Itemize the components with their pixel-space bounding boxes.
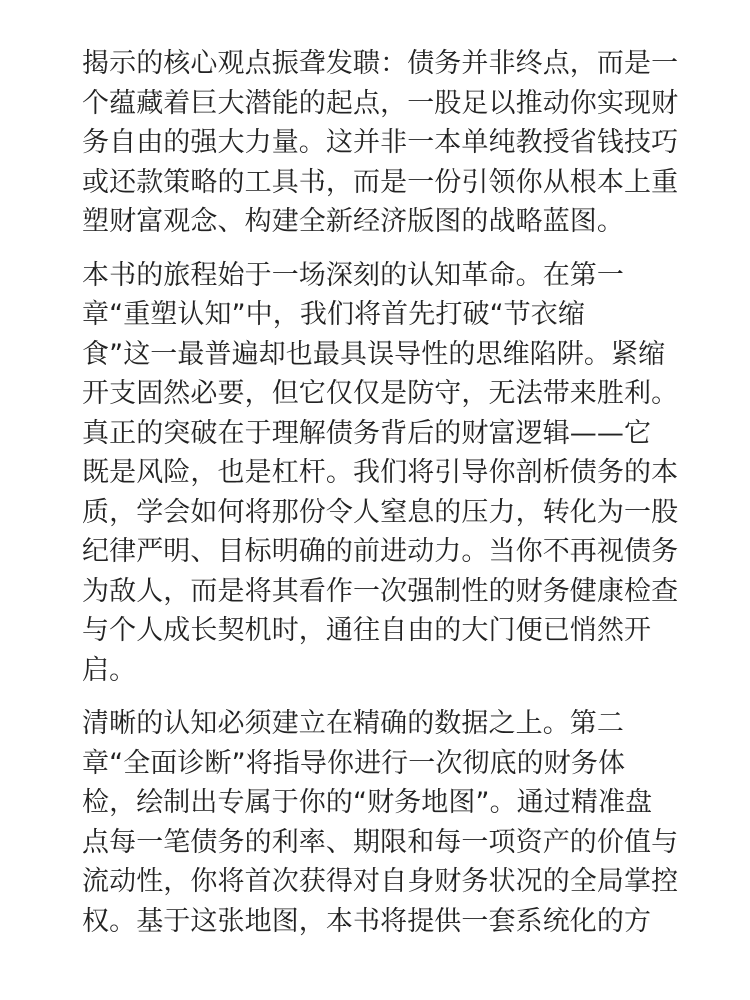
text-line: 点每一笔债务的利率、期限和每一项资产的价值与 (82, 826, 679, 858)
text-line: 纪律严明、目标明确的前进动力。当你不再视债务 (82, 536, 679, 567)
text-line: 章“全面诊断”将指导你进行一次彻底的财务体 (82, 747, 626, 779)
paragraph-chapter-two (82, 704, 682, 941)
text-line: 塑财富观念、构建全新经济版图的战略蓝图。 (82, 206, 624, 237)
text-line: 清晰的认知必须建立在精确的数据之上。第二 (82, 708, 624, 739)
text-line: 为敌人，而是将其看作一次强制性的财务健康检查 (82, 575, 679, 607)
text-line: 章“重塑认知”中，我们将首先打破“节衣缩 (82, 299, 585, 330)
text-line: 启。 (82, 654, 137, 686)
text-line: 流动性，你将首次获得对自身财务状况的全局掌控 (82, 866, 679, 897)
text-line: 开支固然必要，但它仅仅是防守，无法带来胜利。 (82, 378, 679, 409)
text-line: 与个人成长契机时，通往自由的大门便已悄然开 (82, 615, 652, 646)
paragraph-chapter-one (82, 256, 682, 691)
text-line: 揭示的核心观点振聋发聩：债务并非终点，而是一 (82, 48, 679, 79)
text-line: 既是风险，也是杠杆。我们将引导你剖析债务的本 (82, 457, 679, 488)
text-line: 或还款策略的工具书，而是一份引领你从根本上重 (82, 166, 679, 198)
paragraph-intro (82, 44, 682, 242)
text-line: 权。基于这张地图，本书将提供一套系统化的方 (82, 905, 652, 937)
text-line: 个蕴藏着巨大潜能的起点，一股足以推动你实现财 (82, 87, 679, 119)
text-line: 质，学会如何将那份令人窒息的压力，转化为一股 (82, 496, 679, 528)
text-line: 真正的突破在于理解债务背后的财富逻辑——它 (82, 417, 652, 449)
text-line: 食”这一最普遍却也最具误导性的思维陷阱。紧缩 (82, 338, 666, 370)
text-line: 本书的旅程始于一场深刻的认知革命。在第一 (82, 259, 624, 291)
text-line: 检，绘制出专属于你的“财务地图”。通过精准盘 (82, 787, 653, 818)
text-line: 务自由的强大力量。这并非一本单纯教授省钱技巧 (82, 127, 679, 158)
